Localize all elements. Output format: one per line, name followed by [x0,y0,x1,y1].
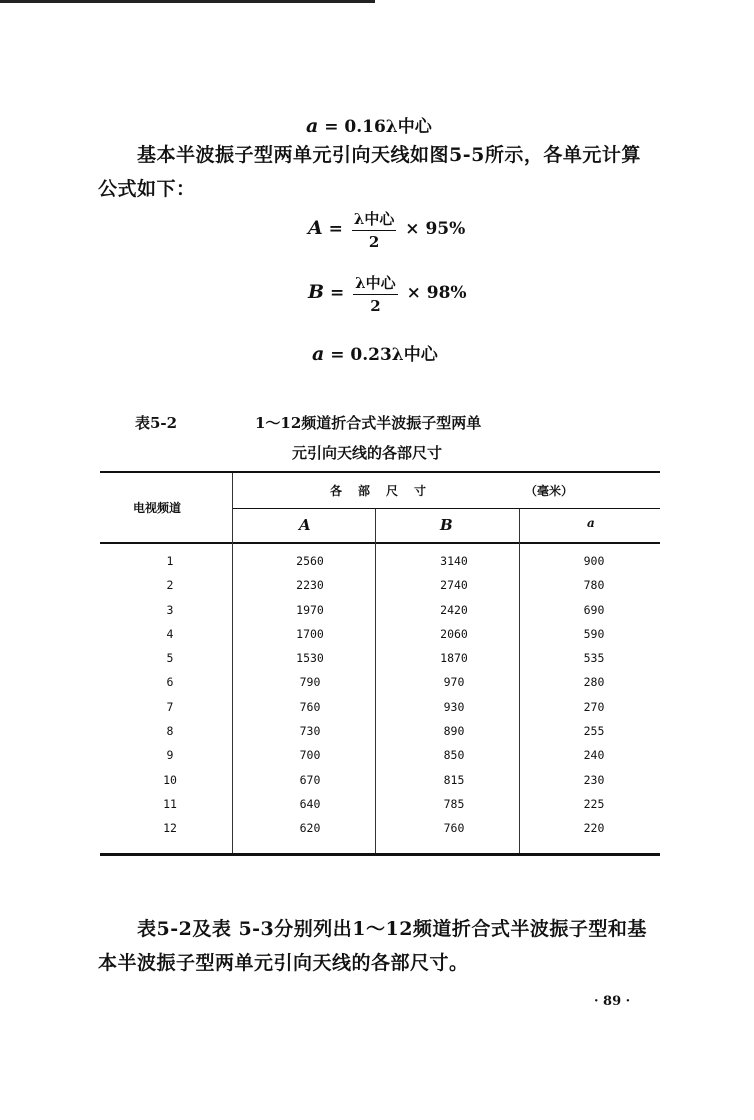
table-title-line-1: 1～12频道折合式半波振子型两单 [255,414,482,432]
table-cell: 780 [583,578,605,593]
formula-a-016 [306,112,432,137]
table-cell: 9 [166,748,174,763]
table-cell: 3140 [440,554,468,568]
table-cell: 7 [166,699,174,714]
table-cell: 590 [583,626,605,641]
table-cell: 890 [443,724,465,739]
table-cell: 4 [166,626,174,641]
table-cell: 8 [166,724,174,739]
table-cell: 270 [583,699,605,714]
table-cell: 2740 [440,578,468,593]
column-a [564,549,624,841]
formula-rhs: = 0.16λ中心 [324,117,432,137]
table-cell: 790 [299,675,321,690]
fraction-denominator: 2 [370,297,381,315]
table-cell: 240 [583,748,605,763]
table-cell: 10 [163,772,177,787]
table-cell: 2060 [440,626,468,641]
paragraph-1-line-1: 基本半波振子型两单元引向天线如图5-5所示，各单元计算 [137,144,641,166]
formula-var: A [308,217,323,239]
table-cell: 620 [299,821,321,836]
formula-op: = [328,219,343,239]
fraction-numerator: λ中心 [353,272,398,295]
formula-B [308,272,467,315]
formula-op: = [329,283,345,303]
column-channel [140,549,200,841]
column-B [424,549,484,841]
table-cell: 3 [166,602,174,617]
table-cell: 2560 [296,554,324,568]
table-cell: 5 [166,651,174,666]
table-cell: 640 [299,796,321,811]
table-cell: 1530 [296,651,324,666]
formula-A [308,208,465,251]
formula-rest: × 95% [405,219,466,239]
page-number: · 89 · [594,994,631,1009]
formula-rest: × 98% [406,283,467,303]
table-cell: 1 [166,554,174,568]
table-cell: 1870 [440,651,468,666]
table-cell: 2230 [296,578,324,593]
table-cell: 690 [583,602,605,617]
table-cell: 230 [583,772,605,787]
table-cell: 225 [583,796,605,811]
table-cell: 930 [443,699,465,714]
formula-fraction [352,208,397,251]
formula-rhs: = 0.23λ中心 [330,345,438,365]
table-cell: 2 [166,578,174,593]
fraction-numerator: λ中心 [352,208,397,231]
table-cell: 785 [443,796,465,811]
table-cell: 900 [583,554,605,568]
formula-a-023 [312,340,438,365]
table-vline-3 [519,509,520,853]
formula-var: a [312,343,325,365]
table-cell: 12 [163,821,177,836]
header-unit: （毫米） [525,484,574,498]
table-header-bottom-rule [100,542,660,544]
table-title-line-2: 元引向天线的各部尺寸 [292,444,443,462]
table-cell: 255 [583,724,605,739]
table-cell: 850 [443,748,465,763]
paragraph-2-line-2: 本半波振子型两单元引向天线的各部尺寸。 [98,952,469,974]
table-cell: 730 [299,724,321,739]
table-cell: 815 [443,772,465,787]
header-dimensions: 各 部 尺 寸 [330,484,429,498]
table-label: 表5-2 [135,414,178,432]
table-cell: 2420 [440,602,468,617]
formula-var: B [308,281,325,303]
formula-var: a [306,115,319,137]
table-cell: 280 [583,675,605,690]
fraction-denominator: 2 [368,233,380,251]
paragraph-2-line-1: 表5-2及表 5-3分别列出1～12频道折合式半波振子型和基 [137,918,647,940]
table-cell: 760 [443,821,465,836]
table-bottom-rule [100,853,660,856]
table-cell: 970 [443,675,465,690]
header-col-a: a [587,516,595,530]
column-A [280,549,340,841]
table-cell: 1970 [296,602,324,617]
table-vline-1 [232,473,233,853]
header-col-A: A [299,516,311,534]
table-header-mid-rule [232,508,660,509]
table-cell: 670 [299,772,321,787]
table-cell: 700 [299,748,321,763]
table-cell: 1700 [296,626,324,641]
table-cell: 11 [163,796,177,811]
top-edge-line [0,0,375,3]
paragraph-1-line-2: 公式如下： [98,178,196,200]
table-vline-2 [375,509,376,853]
header-col-B: B [440,516,453,534]
table-top-rule [100,471,660,473]
table-cell: 6 [166,675,174,690]
table-cell: 535 [583,651,605,666]
formula-fraction [353,272,398,315]
table-cell: 760 [299,699,321,714]
header-channel: 电视频道 [133,501,182,515]
table-cell: 220 [583,821,605,836]
